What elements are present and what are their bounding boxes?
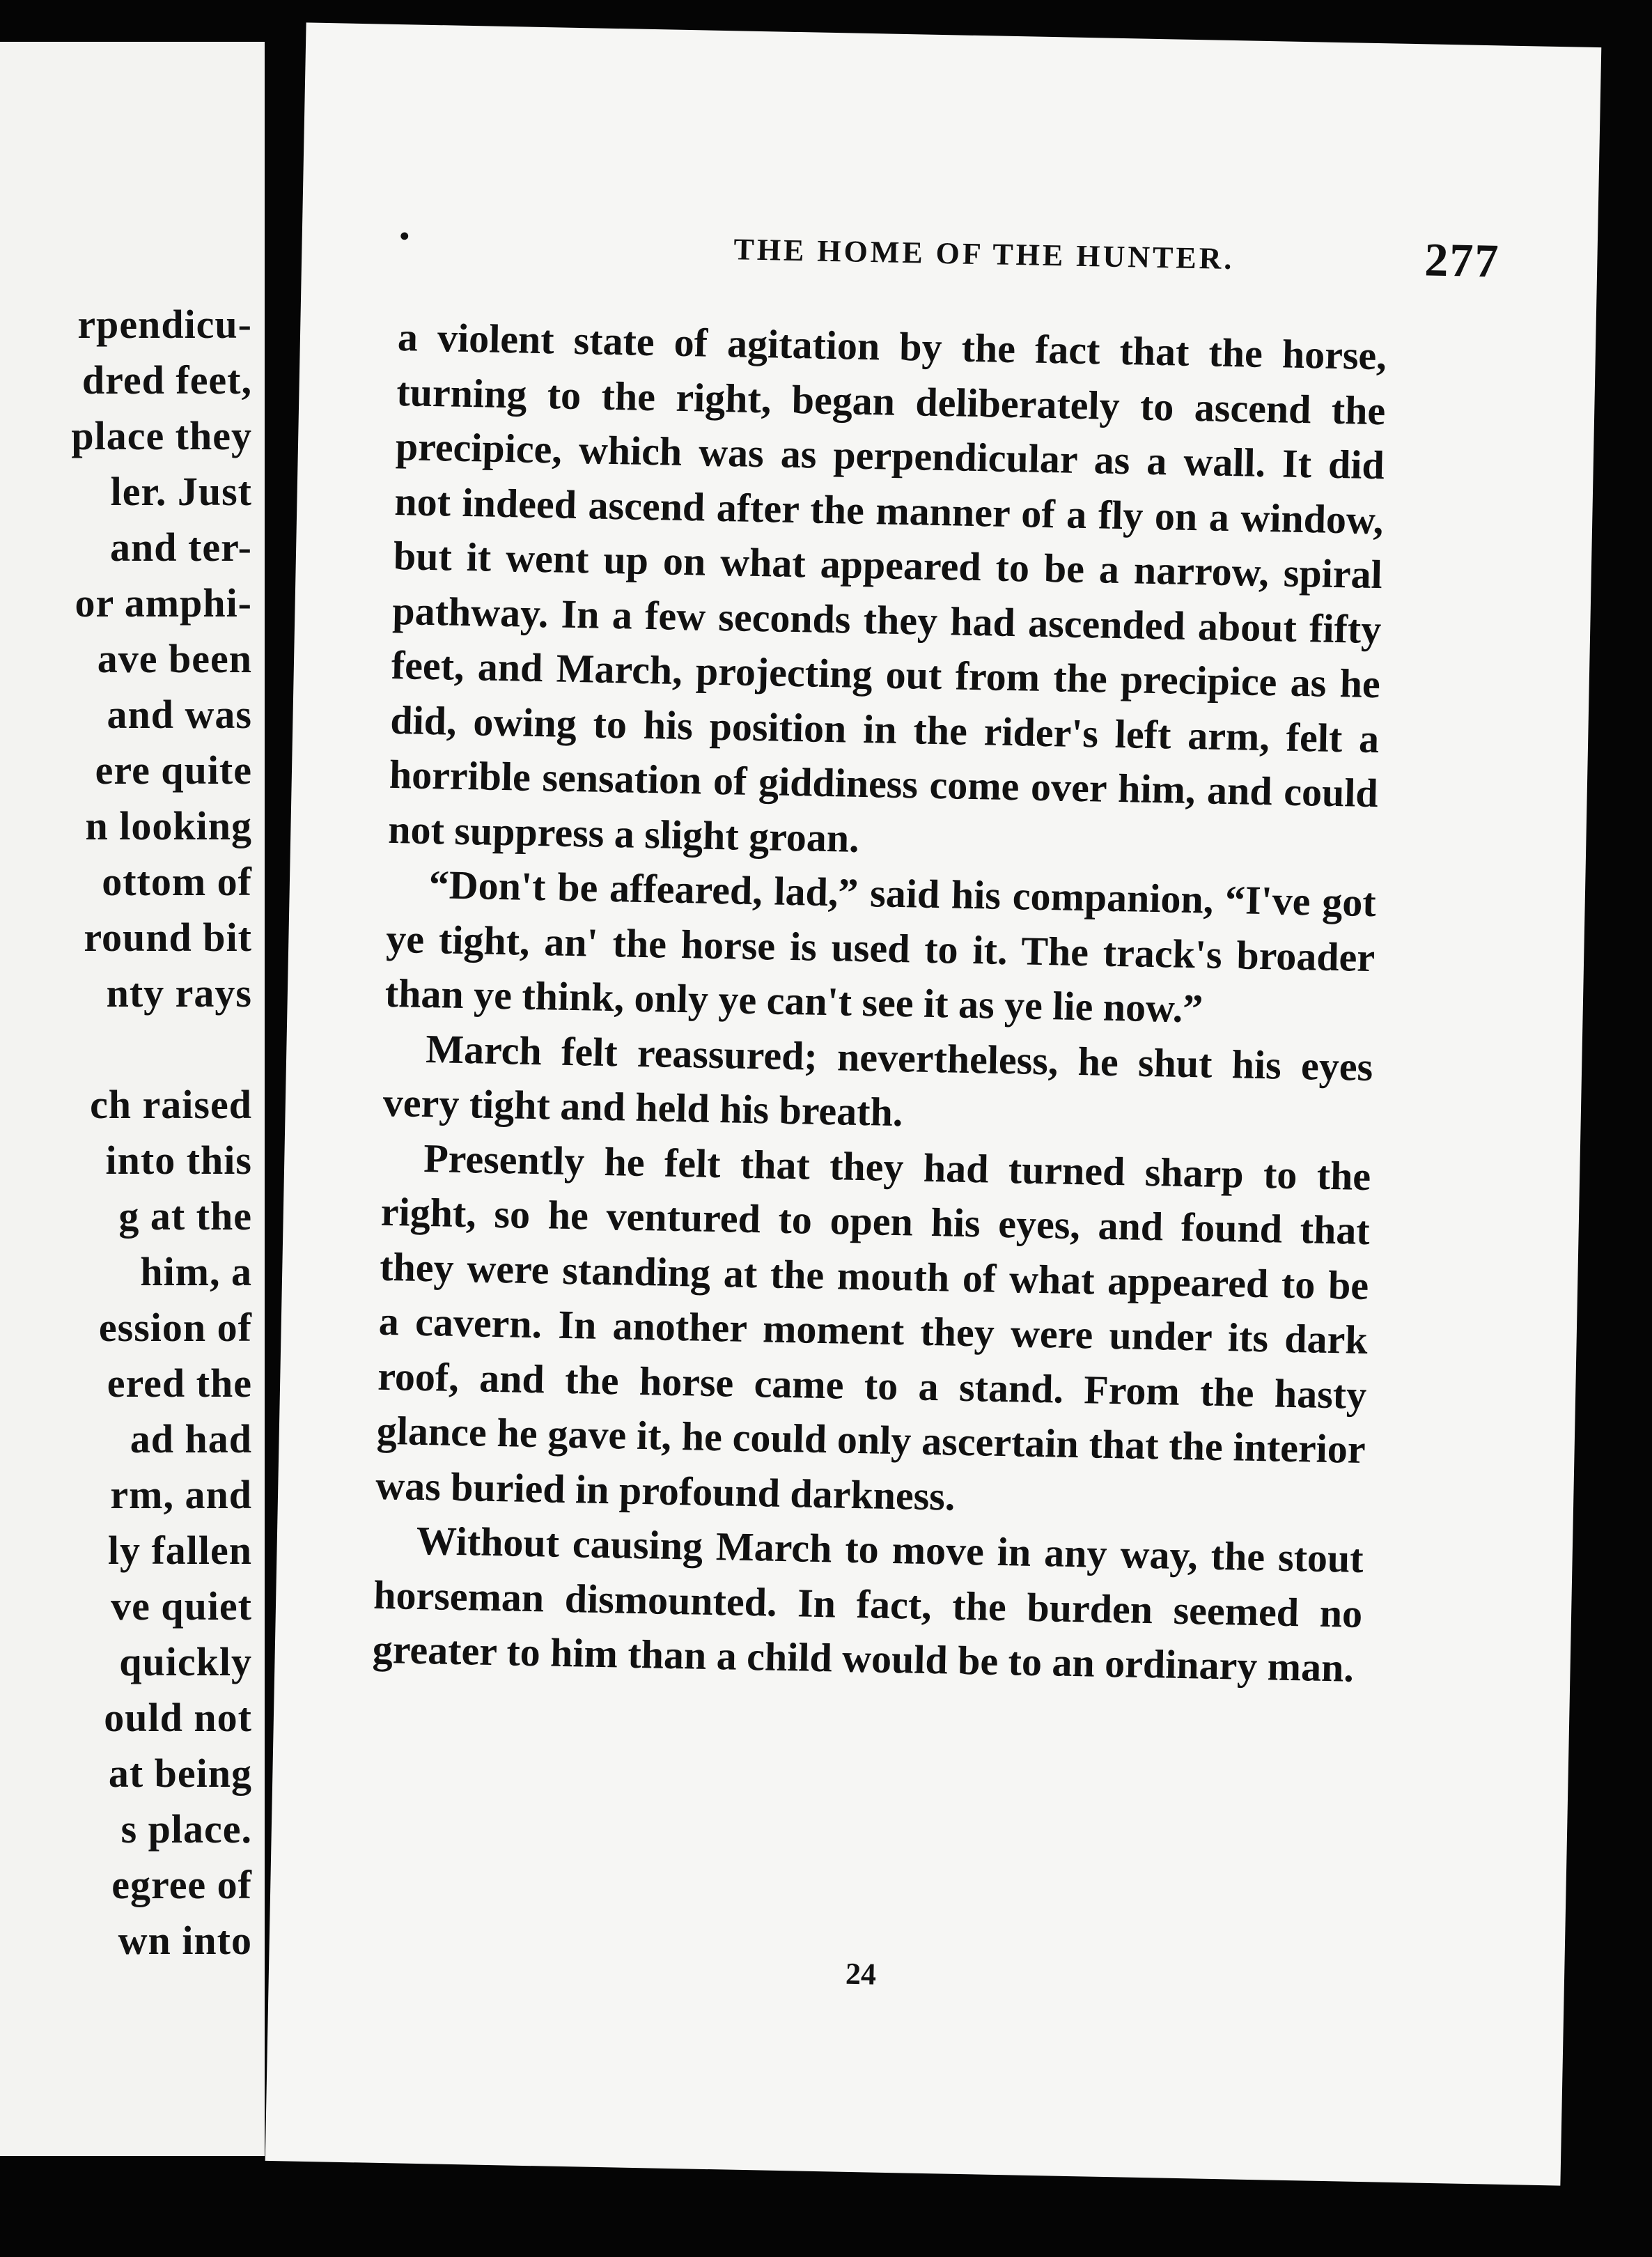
left-page-line: wn into xyxy=(118,1918,252,1963)
left-page-line: quickly xyxy=(119,1639,252,1684)
left-page-line: s place. xyxy=(120,1806,252,1852)
left-page-line: or amphi- xyxy=(75,580,252,626)
left-page-line: ch raised xyxy=(90,1082,252,1127)
left-page-line: and ter- xyxy=(110,525,252,570)
left-page-line: ottom of xyxy=(102,859,252,904)
page-number: 277 xyxy=(1424,233,1501,288)
left-page-line: round bit xyxy=(84,915,252,960)
left-page-line: ave been xyxy=(97,636,252,681)
left-page-fragment xyxy=(0,42,265,2156)
left-page-line: ession of xyxy=(98,1305,252,1350)
left-page-line: place they xyxy=(71,413,252,458)
left-page-line: nty rays xyxy=(106,970,252,1016)
left-page-line: dred feet, xyxy=(81,357,252,403)
left-page-line: egree of xyxy=(111,1862,252,1907)
left-page-line: and was xyxy=(107,692,252,737)
signature-mark: 24 xyxy=(845,1956,877,1992)
left-page-line: g at the xyxy=(118,1193,252,1239)
running-title: THE HOME OF THE HUNTER. xyxy=(733,232,1235,277)
left-page-line: ere quite xyxy=(95,747,252,793)
bullet-mark: • xyxy=(399,220,410,252)
paragraph: March felt reassured; nevertheless, he shut his eyes very tight and held his breath. xyxy=(382,1025,1373,1135)
book-page xyxy=(265,22,1602,2185)
left-page-line: n looking xyxy=(85,803,252,848)
left-page-line: at being xyxy=(108,1751,252,1796)
paragraph: a violent state of agitation by the fact that the horse, turning to the right, began deliberately to ascend the precipice, which was as perpendicular as a wall. It did not indeed ascend after the manner of a fly on a window, but it went up on what appeared to be a narrow, spiral pathway. In a few seconds they had ascended about fifty feet, and March, projecting out from the precipice as he did, owing to his position in the rider's left arm, felt a horrible sensation of giddiness come over him, and could not suppress a slight groan. xyxy=(387,314,1387,861)
page-header xyxy=(399,212,1500,296)
paragraph: “Don't be affeared, lad,” said his companion, “I've got ye tight, an' the horse is used to it. The track's broader than ye think, only ye can't see it as ye lie now.” xyxy=(384,862,1377,1032)
page-body xyxy=(372,310,1387,1696)
left-page-line: ould not xyxy=(104,1695,252,1740)
left-page-line: ve quiet xyxy=(111,1583,252,1629)
left-page-line: ered the xyxy=(107,1360,252,1406)
left-page-line: rpendicu- xyxy=(77,302,252,347)
paragraph: Presently he felt that they had turned sharp to the right, so he ventured to open his eyes, and found that they were standing at the mouth of what appeared to be a cavern. In another moment they were under its dark roof, and the horse came to a stand. From the hasty glance he gave it, he could only ascertain that the interior was buried in profound darkness. xyxy=(375,1135,1371,1519)
paragraph: Without causing March to move in any way, the stout horseman dismounted. In fact, the burden seemed no greater to him than a child would be to an ordinary man. xyxy=(372,1517,1364,1691)
left-page-line: into this xyxy=(105,1138,252,1183)
left-page-line: rm, and xyxy=(110,1472,252,1517)
left-page-line: ad had xyxy=(130,1416,252,1461)
left-page-line: him, a xyxy=(140,1249,252,1294)
left-page-line: ler. Just xyxy=(110,469,252,514)
left-page-line: ly fallen xyxy=(107,1528,252,1573)
